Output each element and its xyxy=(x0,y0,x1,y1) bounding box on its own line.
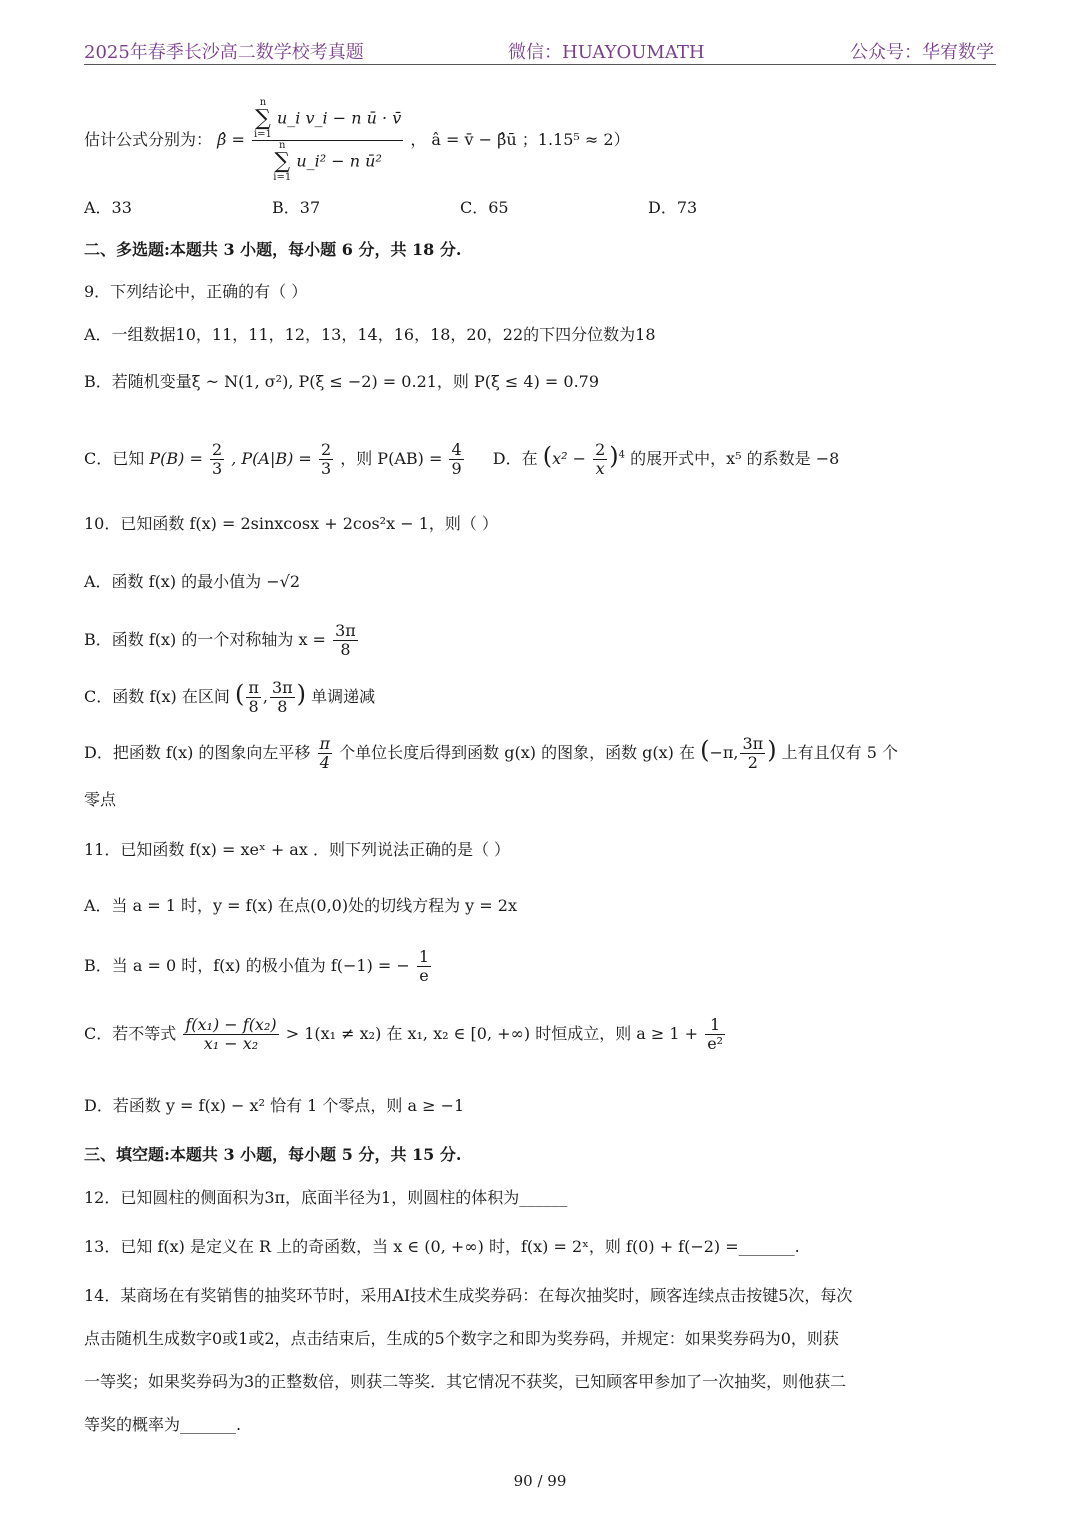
q9-option-a[interactable]: A．一组数据10，11，11，12，13，14，16，18，20，22的下四分位数为18 xyxy=(84,325,656,344)
header-title: 2025年春季长沙高二数学校考真题 xyxy=(84,42,364,63)
q11-option-c[interactable]: C．若不等式 $\frac{\text{f(x₁) − f(x₂)}}{\text{x₁ − x₂}}$ > 1(x₁ ≠ x₂) 在 x₁, x₂ ∈ [0, +∞) 时恒成立，则 a ≥ 1 + $\frac{1}{\text{e²}}$ xyxy=(84,1014,724,1053)
q9-option-c[interactable]: C．已知 P(B) = $\frac{2}{3}$ , P(A|B) = $\frac{2}{3}$ ，则 P(AB) = $\frac{4}{9}$ xyxy=(84,439,462,479)
q10-option-c[interactable]: C．函数 f(x) 在区间 ( $\frac{\pi}{8}$ , $\frac{3\pi}{8}$ ) 单调递减 xyxy=(84,677,376,716)
q14-line-2: 点击随机生成数字0或1或2，点击结束后，生成的5个数字之和即为奖券码，并规定：如果奖券码为0，则获 xyxy=(84,1329,839,1348)
q8-option-c[interactable]: C．65 xyxy=(460,198,509,217)
q11-stem: 11．已知函数 f(x) = xeˣ + ax ．则下列说法正确的是（ ） xyxy=(84,840,511,859)
q12-text: 12．已知圆柱的侧面积为3π，底面半径为1，则圆柱的体积为______ xyxy=(84,1188,568,1207)
section-2-heading: 二、多选题:本题共 3 小题，每小题 6 分，共 18 分. xyxy=(84,240,462,259)
q9-option-b[interactable]: B．若随机变量ξ ~ N(1, σ²), P(ξ ≤ −2) = 0.21，则 P(ξ ≤ 4) = 0.79 xyxy=(84,372,600,391)
q11-option-b[interactable]: B．当 a = 0 时，f(x) 的极小值为 f(−1) = − $\frac{1}{e}$ xyxy=(84,946,430,985)
beta-fraction: n ∑ i=1 u_i v_i − n ū · v̄ n ∑ i=1 u_i² − n ū² xyxy=(253,97,402,183)
header-account: 公众号：华宥数学 xyxy=(850,42,994,63)
q10-stem: 10．已知函数 f(x) = 2sinxcosx + 2cos²x − 1，则（ ） xyxy=(84,514,498,533)
q11-option-d[interactable]: D．若函数 y = f(x) − x² 恰有 1 个零点，则 a ≥ −1 xyxy=(84,1096,465,1115)
q14-line-1: 14．某商场在有奖销售的抽奖环节时，采用AI技术生成奖券码：在每次抽奖时，顾客连续点击按键5次，每次 xyxy=(84,1286,853,1305)
estimation-formula: 估计公式分别为： β̂ = n ∑ i=1 u_i v_i − n ū · v̄ n ∑ i=1 u_i² − n ū² ， â = v̄ − β̂ū ；1.15⁵ ≈ 2） xyxy=(84,97,630,183)
q9-stem: 9．下列结论中，正确的有（ ） xyxy=(84,282,308,301)
q11-option-a[interactable]: A．当 a = 1 时，y = f(x) 在点(0,0)处的切线方程为 y = 2x xyxy=(84,896,517,915)
q10-option-d-continued: 零点 xyxy=(84,790,117,809)
section-3-heading: 三、填空题:本题共 3 小题，每小题 5 分，共 15 分. xyxy=(84,1145,462,1164)
q9-option-d[interactable]: D．在 (x² − $\frac{2}{x}$ )$^4$ 的展开式中，x⁵ 的系数是 −8 xyxy=(492,439,840,479)
q14-line-4: 等奖的概率为_______. xyxy=(84,1415,242,1434)
q10-option-a[interactable]: A．函数 f(x) 的最小值为 −√2 xyxy=(84,572,301,591)
q8-option-b[interactable]: B．37 xyxy=(272,198,321,217)
q9-options-cd xyxy=(84,430,996,482)
q10-option-d[interactable]: D．把函数 f(x) 的图象向左平移 $\frac{\pi}{4}$ 个单位长度后得到函数 g(x) 的图象，函数 g(x) 在 (−π, $\frac{3\pi}{2}$ ) 上有且仅有 5 个 xyxy=(84,733,899,772)
q8-option-a[interactable]: A．33 xyxy=(84,198,132,217)
q14-line-3: 一等奖；如果奖券码为3的正整数倍，则获二等奖．其它情况不获奖，已知顾客甲参加了一次抽奖，则他获二 xyxy=(84,1372,847,1391)
header-wechat: 微信：HUAYOUMATH xyxy=(508,42,705,63)
q13-text: 13．已知 f(x) 是定义在 R 上的奇函数，当 x ∈ (0, +∞) 时，f(x) = 2ˣ，则 f(0) + f(−2) =_______. xyxy=(84,1237,800,1256)
q10-option-b[interactable]: B．函数 f(x) 的一个对称轴为 x = $\frac{3\pi}{8}$ xyxy=(84,620,356,659)
page-number: 90 / 99 xyxy=(513,1472,567,1490)
header-divider xyxy=(84,64,996,65)
q8-option-d[interactable]: D．73 xyxy=(648,198,698,217)
